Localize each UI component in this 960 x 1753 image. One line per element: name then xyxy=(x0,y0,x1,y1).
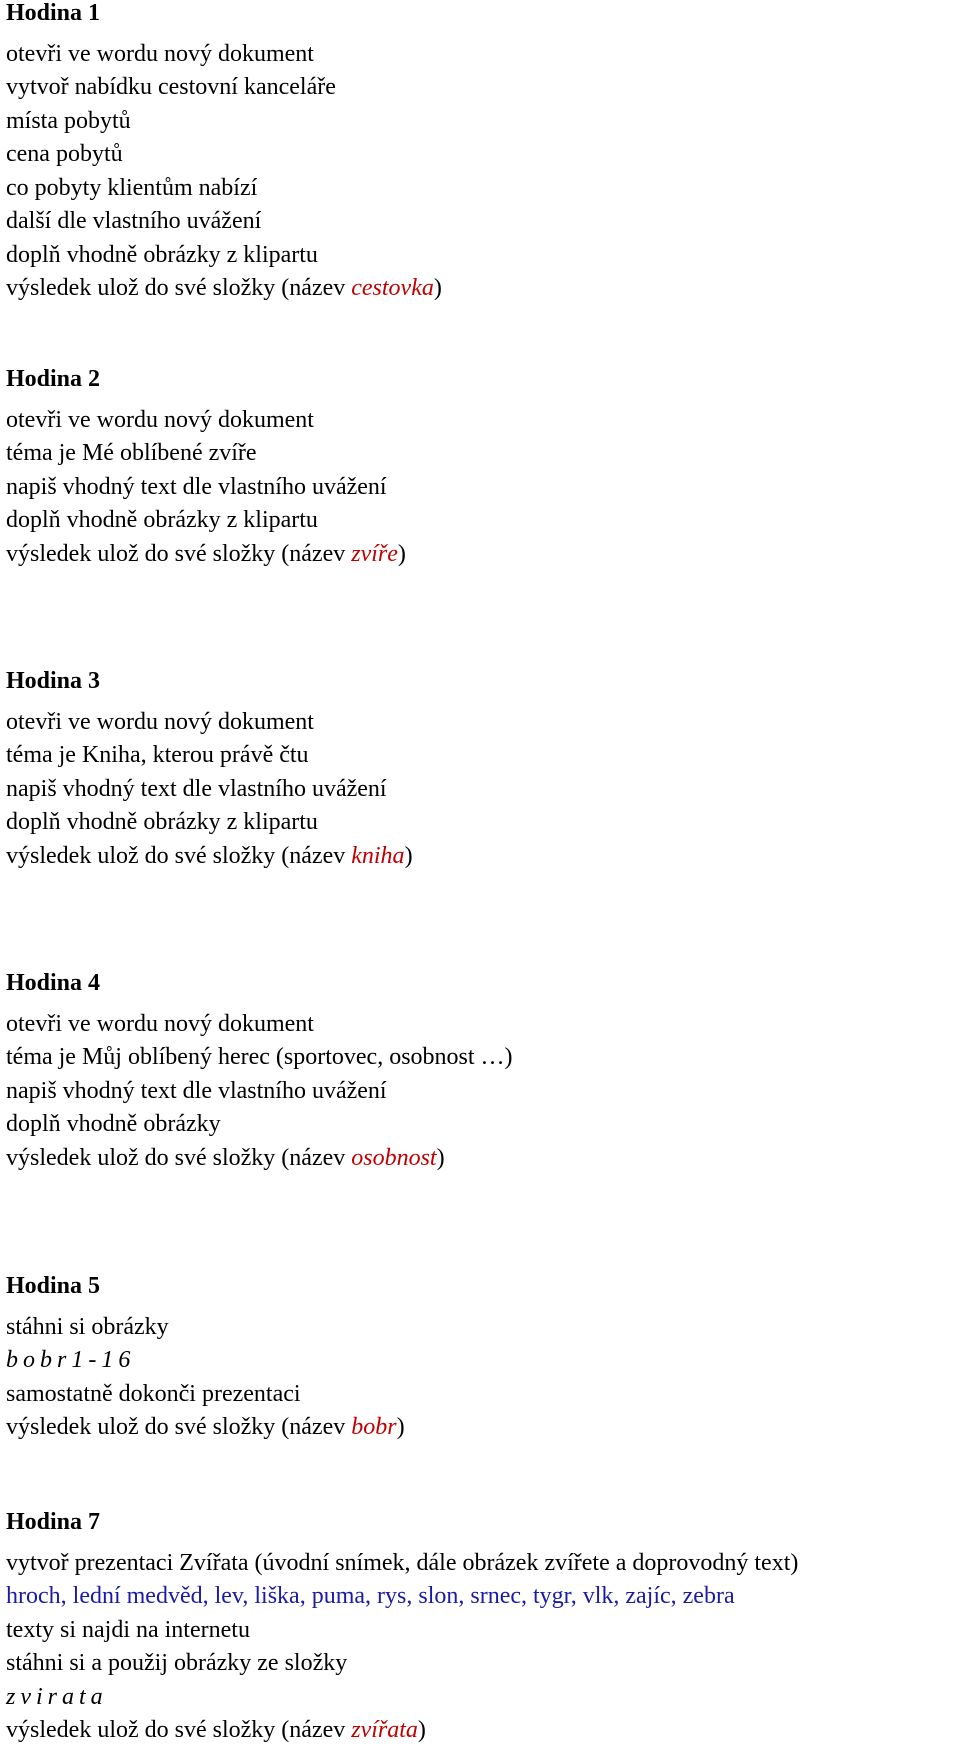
file-name: zvířata xyxy=(351,1717,418,1743)
task-line: vytvoř prezentaci Zvířata (úvodní snímek, dále obrázek zvířete a doprovodný text) xyxy=(6,1549,799,1576)
section-hodina-4 xyxy=(6,967,956,1175)
save-instruction: výsledek ulož do své složky (název bobr) xyxy=(6,1414,405,1440)
save-instruction: výsledek ulož do své složky (název kniha) xyxy=(6,842,413,869)
task-line: otevři ve wordu nový dokument xyxy=(6,40,314,67)
section-heading: Hodina 1 xyxy=(6,0,101,26)
task-line: co pobyty klientům nabízí xyxy=(6,174,258,201)
task-line: téma je Můj oblíbený herec (sportovec, osobnost …) xyxy=(6,1044,513,1070)
save-instruction: výsledek ulož do své složky (název cestovka) xyxy=(6,275,442,301)
section-heading: Hodina 5 xyxy=(6,1273,101,1299)
task-line: téma je Mé oblíbené zvíře xyxy=(6,440,257,466)
file-name: kniha xyxy=(351,842,405,869)
task-line: samostatně dokonči prezentaci xyxy=(6,1380,301,1407)
task-line: doplň vhodně obrázky z klipartu xyxy=(6,507,318,533)
file-name: cestovka xyxy=(351,275,434,301)
section-hodina-7 xyxy=(6,1506,956,1748)
task-line: stáhni si obrázky xyxy=(6,1313,169,1340)
task-line: otevři ve wordu nový dokument xyxy=(6,708,314,735)
task-line: doplň vhodně obrázky xyxy=(6,1111,221,1137)
section-hodina-2 xyxy=(6,363,956,571)
save-instruction: výsledek ulož do své složky (název zvíře) xyxy=(6,540,406,567)
task-line: cena pobytů xyxy=(6,141,123,167)
task-line: téma je Kniha, kterou právě čtu xyxy=(6,742,309,768)
folder-name: bobr1-16 xyxy=(6,1347,136,1373)
task-line: napiš vhodný text dle vlastního uvážení xyxy=(6,1077,387,1104)
task-line: další dle vlastního uvážení xyxy=(6,208,262,234)
folder-name: zvirata xyxy=(6,1683,108,1710)
task-line: napiš vhodný text dle vlastního uvážení xyxy=(6,473,387,500)
save-instruction: výsledek ulož do své složky (název zvířata) xyxy=(6,1717,426,1743)
task-line: doplň vhodně obrázky z klipartu xyxy=(6,241,318,268)
save-instruction: výsledek ulož do své složky (název osobnost) xyxy=(6,1144,445,1171)
section-heading: Hodina 7 xyxy=(6,1509,101,1535)
task-line: místa pobytů xyxy=(6,107,131,134)
file-name: zvíře xyxy=(351,540,398,567)
section-heading: Hodina 3 xyxy=(6,668,101,694)
task-line: vytvoř nabídku cestovní kanceláře xyxy=(6,74,336,100)
section-hodina-3 xyxy=(6,665,956,873)
file-name: bobr xyxy=(351,1414,397,1440)
section-hodina-1 xyxy=(6,0,956,306)
section-heading: Hodina 4 xyxy=(6,970,101,996)
file-name: osobnost xyxy=(351,1144,437,1171)
task-line: otevři ve wordu nový dokument xyxy=(6,1010,314,1037)
task-line: otevři ve wordu nový dokument xyxy=(6,406,314,433)
section-heading: Hodina 2 xyxy=(6,366,101,392)
task-line: doplň vhodně obrázky z klipartu xyxy=(6,809,318,835)
section-hodina-5 xyxy=(6,1270,956,1445)
animal-list: hroch, lední medvěd, lev, liška, puma, rys, slon, srnec, tygr, vlk, zajíc, zebra xyxy=(6,1583,735,1609)
task-line: stáhni si a použij obrázky ze složky xyxy=(6,1650,348,1676)
task-line: napiš vhodný text dle vlastního uvážení xyxy=(6,775,387,802)
task-line: texty si najdi na internetu xyxy=(6,1616,250,1643)
